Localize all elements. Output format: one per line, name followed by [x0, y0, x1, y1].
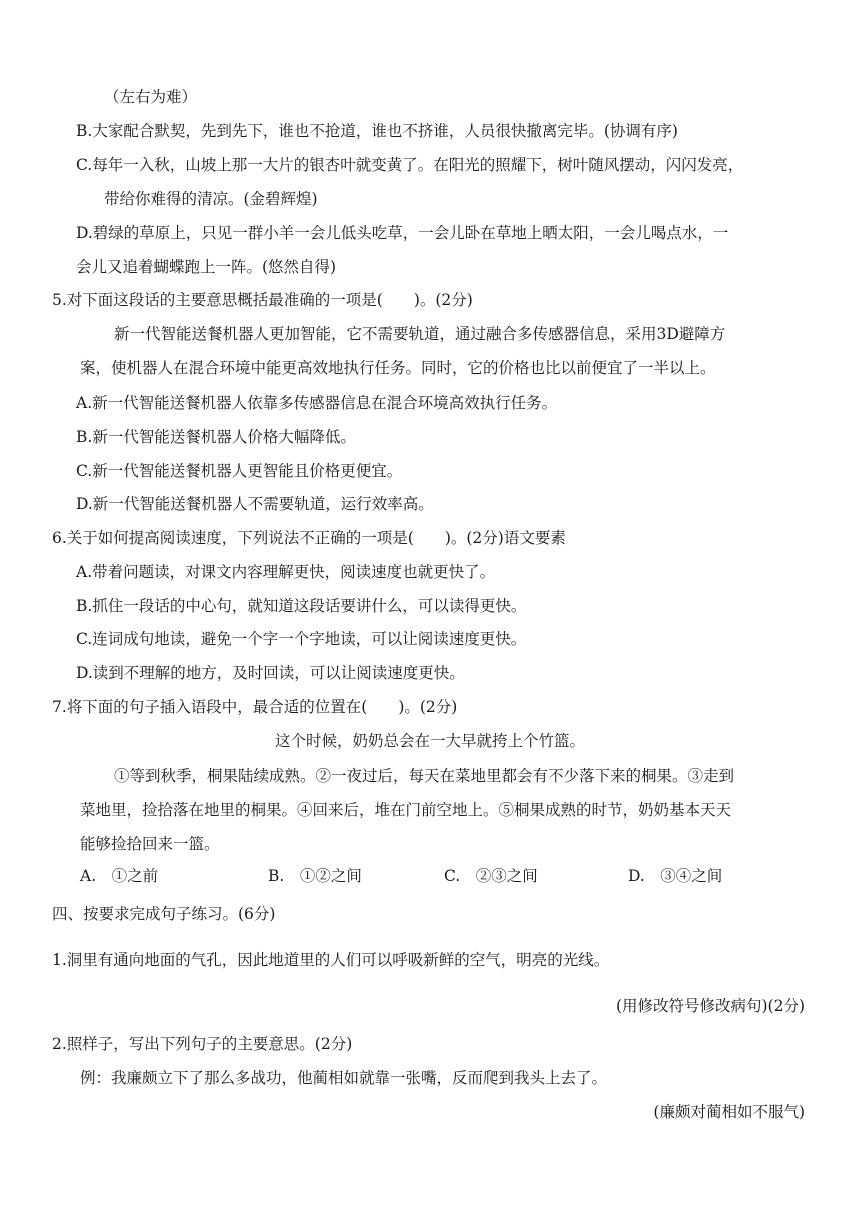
q4-option-d-continued: 会儿又追着蝴蝶跑上一阵。(悠然自得)	[76, 258, 337, 276]
q6-option-c: C.连词成句地读，避免一个字一个字地读，可以让阅读速度更快。	[76, 630, 527, 648]
q5-option-c: C.新一代智能送餐机器人更智能且价格更便宜。	[76, 462, 403, 480]
q5-passage-line-2: 案，使机器人在混合环境中能更高效地执行任务。同时，它的价格也比以前便宜了一半以上。	[80, 359, 716, 377]
q6-option-a: A.带着问题读，对课文内容理解更快，阅读速度也就更快了。	[76, 563, 496, 581]
q7-insert-sentence: 这个时候，奶奶总会在一大早就挎上个竹篮。	[274, 732, 585, 750]
question-6: 6.关于如何提高阅读速度，下列说法不正确的一项是( )。(2分)语文要素	[52, 529, 566, 547]
q4-option-d: D.碧绿的草原上，只见一群小羊一会儿低头吃草，一会儿卧在草地上晒太阳，一会儿喝点水，一	[76, 224, 729, 242]
s4-question-2: 2.照样子，写出下列句子的主要意思。(2分)	[52, 1035, 353, 1053]
s4-question-1: 1.洞里有通向地面的气孔，因此地道里的人们可以呼吸新鲜的空气，明亮的光线。	[52, 951, 610, 969]
q7-choice-a: A. ①之前	[80, 867, 159, 885]
q7-passage-line-2: 菜地里，捡拾落在地里的桐果。④回来后，堆在门前空地上。⑤桐果成熟的时节，奶奶基本天天	[80, 801, 732, 819]
question-5: 5.对下面这段话的主要意思概括最准确的一项是( )。(2分)	[52, 291, 473, 309]
q7-choice-b: B. ①②之间	[268, 867, 362, 885]
section-4-heading: 四、按要求完成句子练习。(6分)	[52, 905, 276, 923]
q7-choice-c: C. ②③之间	[444, 867, 538, 885]
q7-passage-line-3: 能够捡拾回来一篮。	[80, 835, 220, 853]
q5-option-d: D.新一代智能送餐机器人不需要轨道，运行效率高。	[76, 495, 434, 513]
s4-q2-example-answer: (廉颇对蔺相如不服气)	[653, 1103, 805, 1121]
q6-option-d: D.读到不理解的地方，及时回读，可以让阅读速度更快。	[76, 664, 465, 682]
q6-option-b: B.抓住一段话的中心句，就知道这段话要讲什么，可以读得更快。	[76, 597, 527, 615]
q4-option-c-continued: 带给你难得的清凉。(金碧辉煌)	[104, 190, 318, 208]
q4-option-a-tail: （左右为难）	[104, 88, 198, 106]
q7-passage-line-1: ①等到秋季，桐果陆续成熟。②一夜过后，每天在菜地里都会有不少落下来的桐果。③走到	[114, 767, 735, 785]
question-7: 7.将下面的句子插入语段中，最合适的位置在( )。(2分)	[52, 698, 458, 716]
s4-q2-example: 例：我廉颇立下了那么多战功，他蔺相如就靠一张嘴，反而爬到我头上去了。	[80, 1069, 608, 1087]
q5-passage-line-1: 新一代智能送餐机器人更加智能，它不需要轨道，通过融合多传感器信息，采用3D避障方	[114, 325, 726, 343]
s4-q1-instruction: (用修改符号修改病句)(2分)	[615, 997, 805, 1015]
q7-choice-d: D. ③④之间	[628, 867, 723, 885]
q4-option-b: B.大家配合默契，先到先下，谁也不抢道，谁也不挤谁，人员很快撤离完毕。(协调有序)	[76, 122, 678, 140]
q4-option-c: C.每年一入秋，山坡上那一大片的银杏叶就变黄了。在阳光的照耀下，树叶随风摆动，闪闪发亮，	[76, 156, 744, 174]
q5-option-a: A.新一代智能送餐机器人依靠多传感器信息在混合环境高效执行任务。	[76, 394, 558, 412]
q5-option-b: B.新一代智能送餐机器人价格大幅降低。	[76, 428, 356, 446]
